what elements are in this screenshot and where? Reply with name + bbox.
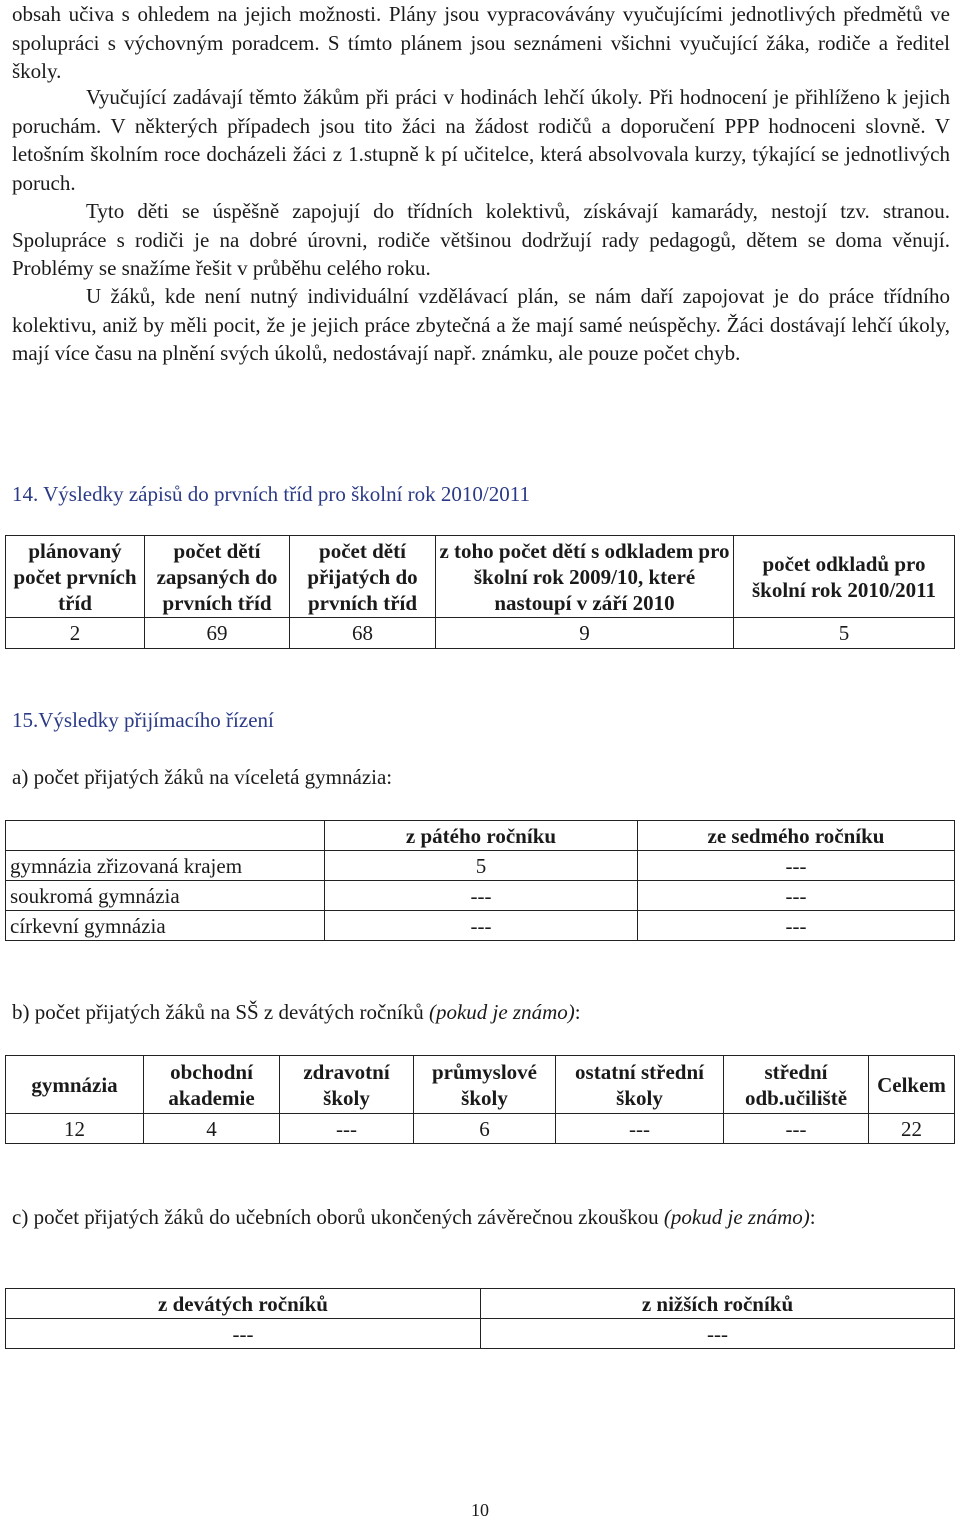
table-cell: soukromá gymnázia xyxy=(6,881,325,911)
page-number: 10 xyxy=(471,1500,489,1520)
table-cell: 22 xyxy=(869,1114,955,1144)
label-b-colon: : xyxy=(574,1000,581,1024)
table-row xyxy=(6,1114,955,1144)
table-cell: --- xyxy=(638,851,955,881)
table-header-cell: gymnázia xyxy=(6,1056,144,1114)
table-cell: --- xyxy=(481,1319,955,1349)
table-cell: 68 xyxy=(290,618,436,649)
table-header-cell: z pátého ročníku xyxy=(325,821,638,851)
section-14-heading: 14. Výsledky zápisů do prvních tříd pro školní rok 2010/2011 xyxy=(12,482,530,506)
table-row xyxy=(6,911,955,941)
table-cell: --- xyxy=(638,911,955,941)
table-cell: --- xyxy=(638,881,955,911)
table-cell: církevní gymnázia xyxy=(6,911,325,941)
table-cell: 69 xyxy=(145,618,290,649)
table-row xyxy=(6,618,955,649)
label-c xyxy=(12,1203,892,1231)
table-header-cell: z nižších ročníků xyxy=(481,1289,955,1319)
table-header-cell: obchodní akademie xyxy=(144,1056,280,1114)
paragraph-2: Vyučující zadávají těmto žákům při práci v hodinách lehčí úkoly. Při hodnocení je přihlíženo k jejich poruchám. V některých případech jsou tito žáci na žádost rodičů a doporučení PPP hodnoceni slovně. V letošním školním roce docházeli žáci z 1.stupně k pí učitelce, která absolvovala kurzy, týkající se jednotlivých poruch. xyxy=(12,85,950,195)
table-header-cell: zdravotní školy xyxy=(280,1056,414,1114)
enrollment-table xyxy=(5,535,955,649)
table-cell: 2 xyxy=(6,618,145,649)
table-cell: --- xyxy=(6,1319,481,1349)
table-header-cell: počet dětí přijatých do prvních tříd xyxy=(290,536,436,618)
paragraph-1: obsah učiva s ohledem na jejich možnosti. Plány jsou vypracovávány vyučujícími jednotlivých předmětů ve spolupráci s výchovným poradcem. S tímto plánem jsou seznámeni všichni vyučující žáka, rodiče a ředitel školy. xyxy=(12,2,950,83)
table-cell: --- xyxy=(280,1114,414,1144)
table-cell: 5 xyxy=(734,618,955,649)
table-header-cell: z toho počet dětí s odkladem pro školní rok 2009/10, které nastoupí v září 2010 xyxy=(436,536,734,618)
table-row xyxy=(6,1319,955,1349)
table-cell: 12 xyxy=(6,1114,144,1144)
label-b-note: (pokud je známo) xyxy=(428,1000,575,1024)
label-c-colon: : xyxy=(809,1205,816,1229)
gymnasium-table xyxy=(5,820,955,941)
table-header-cell: z devátých ročníků xyxy=(6,1289,481,1319)
table-row xyxy=(6,851,955,881)
table-cell: --- xyxy=(556,1114,724,1144)
section-15-heading: 15.Výsledky přijímacího řízení xyxy=(12,708,274,732)
table-header-cell: ze sedmého ročníku xyxy=(638,821,955,851)
table-header-cell: plánovaný počet prvních tříd xyxy=(6,536,145,618)
table-cell: gymnázia zřizovaná krajem xyxy=(6,851,325,881)
table-header-cell: Celkem xyxy=(869,1056,955,1114)
secondary-school-table xyxy=(5,1055,955,1144)
paragraph-4: U žáků, kde není nutný individuální vzdělávací plán, se nám daří zapojovat je do práce třídního kolektivu, aniž by měli pocit, že je jejich práce zbytečná a že mají samé neúspěchy. Žáci dostávají lehčí úkoly, mají více času na plnění svých úkolů, nedostávají např. známku, ale pouze počet chyb. xyxy=(12,284,950,365)
paragraph-3: Tyto děti se úspěšně zapojují do třídních kolektivů, získávají kamarády, nestojí tzv. stranou. Spolupráce s rodiči je na dobré úrovni, rodiče většinou dodržují rady pedagogů, dětem se doma věnují. Problémy se snažíme řešit v průběhu celého roku. xyxy=(12,199,950,280)
label-a: a) počet přijatých žáků na víceletá gymnázia: xyxy=(12,765,393,789)
table-header-cell: průmyslové školy xyxy=(414,1056,556,1114)
table-header-cell: počet odkladů pro školní rok 2010/2011 xyxy=(734,536,955,618)
table-row xyxy=(6,881,955,911)
table-cell: 4 xyxy=(144,1114,280,1144)
table-header-cell: počet dětí zapsaných do prvních tříd xyxy=(145,536,290,618)
table-cell: --- xyxy=(325,911,638,941)
table-cell: --- xyxy=(724,1114,869,1144)
table-header-cell xyxy=(6,821,325,851)
table-cell: --- xyxy=(325,881,638,911)
table-header-cell: střední odb.učiliště xyxy=(724,1056,869,1114)
table-cell: 9 xyxy=(436,618,734,649)
label-b xyxy=(12,998,581,1026)
label-c-note: (pokud je známo) xyxy=(663,1205,810,1229)
table-header-row xyxy=(6,536,955,618)
label-c-text: c) počet přijatých žáků do učebních oborů ukončených závěrečnou zkouškou xyxy=(12,1205,659,1229)
table-header-row xyxy=(6,1056,955,1114)
vocational-table xyxy=(5,1288,955,1349)
table-cell: 6 xyxy=(414,1114,556,1144)
table-cell: 5 xyxy=(325,851,638,881)
label-b-text: b) počet přijatých žáků na SŠ z devátých ročníků xyxy=(12,1000,424,1024)
table-header-row xyxy=(6,1289,955,1319)
table-header-cell: ostatní střední školy xyxy=(556,1056,724,1114)
table-header-row xyxy=(6,821,955,851)
